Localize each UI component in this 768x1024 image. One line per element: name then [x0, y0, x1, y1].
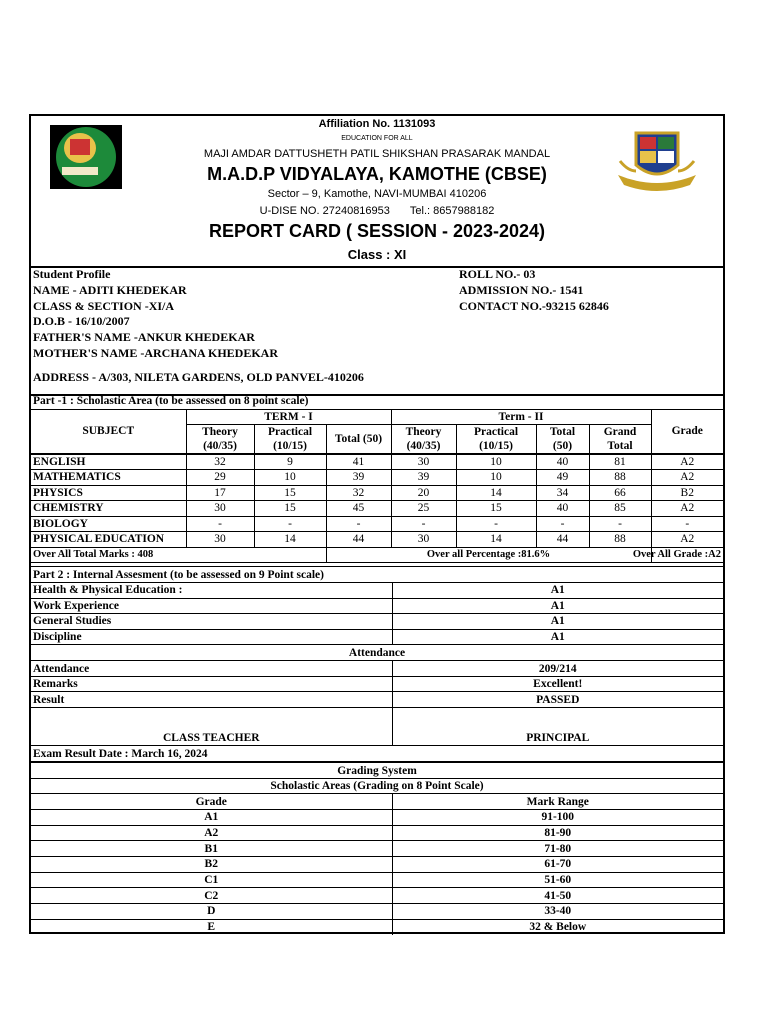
grade-column-header: Grade — [31, 794, 392, 810]
subject-row — [31, 501, 723, 517]
mark-cell: 15 — [254, 501, 326, 517]
admission-number: ADMISSION NO.- 1541 — [459, 283, 584, 297]
date-of-birth: D.O.B - 16/10/2007 — [33, 314, 130, 328]
grade-code: C2 — [31, 888, 392, 904]
subject-grade: - — [651, 516, 723, 532]
attendance-label: Attendance — [31, 661, 392, 677]
mark-range: 81-90 — [392, 825, 723, 841]
column-header: Theory (40/35) — [391, 424, 456, 454]
mark-range: 32 & Below — [392, 919, 723, 935]
attendance-value: 209/214 — [392, 661, 723, 677]
student-name: NAME - ADITI KHEDEKAR — [33, 283, 187, 297]
mark-cell: 45 — [326, 501, 391, 517]
school-name: M.A.D.P VIDYALAYA, KAMOTHE (CBSE) — [207, 164, 547, 184]
grade-row — [31, 872, 723, 888]
mark-cell: 14 — [456, 532, 536, 548]
mark-cell: 39 — [391, 470, 456, 486]
mark-cell: 39 — [326, 470, 391, 486]
column-header: Theory (40/35) — [186, 424, 254, 454]
grade-row — [31, 888, 723, 904]
grading-system-table — [31, 762, 723, 935]
mark-cell: 44 — [326, 532, 391, 548]
overall-grade — [632, 547, 723, 562]
part1-label: Part -1 : Scholastic Area (to be assessed on 8 point scale) — [31, 394, 723, 409]
mark-cell: 10 — [456, 454, 536, 470]
subject-grade: A2 — [651, 501, 723, 517]
mark-cell: 40 — [536, 501, 589, 517]
student-address: ADDRESS - A/303, NILETA GARDENS, OLD PANVEL-410206 — [33, 370, 364, 384]
mark-cell: 88 — [589, 470, 651, 486]
mark-cell: 15 — [456, 501, 536, 517]
activity-name: General Studies — [31, 614, 392, 630]
mark-cell: 49 — [536, 470, 589, 486]
contact-line — [31, 205, 723, 217]
grade-code: B1 — [31, 841, 392, 857]
mark-cell: 30 — [391, 454, 456, 470]
mark-cell: - — [456, 516, 536, 532]
grade-code: E — [31, 919, 392, 935]
attendance-heading: Attendance — [31, 645, 723, 661]
trust-name: MAJI AMDAR DATTUSHETH PATIL SHIKSHAN PRASARAK MANDAL — [203, 148, 551, 160]
grading-title: Grading System — [31, 763, 723, 779]
grade-code: A1 — [31, 810, 392, 826]
grade-row — [31, 841, 723, 857]
term1-header: TERM - I — [186, 409, 391, 424]
result-label: Result — [31, 692, 392, 708]
class-section: CLASS & SECTION -XI/A — [33, 299, 175, 313]
mark-cell: 29 — [186, 470, 254, 486]
mark-cell: - — [326, 516, 391, 532]
tagline: EDUCATION FOR ALL — [341, 135, 413, 142]
column-header: Practical (10/15) — [456, 424, 536, 454]
mark-range: 71-80 — [392, 841, 723, 857]
mark-range: 33-40 — [392, 904, 723, 920]
grade-code: B2 — [31, 857, 392, 873]
report-card — [29, 114, 725, 934]
mark-cell: 17 — [186, 485, 254, 501]
class-teacher-signature: CLASS TEACHER — [31, 708, 392, 746]
activity-grade: A1 — [392, 583, 723, 599]
report-title: REPORT CARD ( SESSION - 2023-2024) — [208, 221, 546, 241]
mark-cell: 34 — [536, 485, 589, 501]
scholastic-table — [31, 394, 723, 563]
mark-cell: - — [536, 516, 589, 532]
subject-name: PHYSICS — [31, 485, 186, 501]
mother-name: MOTHER'S NAME -ARCHANA KHEDEKAR — [33, 346, 279, 360]
activity-name: Work Experience — [31, 598, 392, 614]
telephone: Tel.: 8657988182 — [409, 205, 495, 217]
overall-grade-text: Over All Grade :A2 — [632, 548, 721, 560]
mark-cell: - — [391, 516, 456, 532]
activity-name: Health & Physical Education : — [31, 583, 392, 599]
grade-code: D — [31, 904, 392, 920]
mark-cell: 30 — [186, 532, 254, 548]
subject-grade: A2 — [651, 532, 723, 548]
column-header: Total (50) — [536, 424, 589, 454]
result-value: PASSED — [392, 692, 723, 708]
mark-cell: 10 — [254, 470, 326, 486]
mark-cell: 40 — [536, 454, 589, 470]
overall-percentage: Over all Percentage :81.6% — [326, 547, 651, 562]
grade-row — [31, 825, 723, 841]
grade-row — [31, 857, 723, 873]
subject-header: SUBJECT — [31, 409, 186, 454]
term2-header: Term - II — [391, 409, 651, 424]
remarks-label: Remarks — [31, 677, 392, 692]
mark-range: 91-100 — [392, 810, 723, 826]
internal-row — [31, 614, 723, 630]
father-name: FATHER'S NAME -ANKUR KHEDEKAR — [33, 330, 255, 344]
class-line: Class : XI — [347, 247, 407, 262]
remarks-value: Excellent! — [392, 677, 723, 692]
mark-cell: 32 — [186, 454, 254, 470]
subject-name: BIOLOGY — [31, 516, 186, 532]
subject-name: CHEMISTRY — [31, 501, 186, 517]
subject-row — [31, 485, 723, 501]
student-profile — [31, 266, 723, 396]
subject-row — [31, 516, 723, 532]
internal-row — [31, 629, 723, 645]
affiliation-number: Affiliation No. 1131093 — [318, 118, 436, 130]
principal-signature: PRINCIPAL — [392, 708, 723, 746]
mark-cell: 10 — [456, 470, 536, 486]
grade-row — [31, 904, 723, 920]
mark-cell: 15 — [254, 485, 326, 501]
overall-total-marks: Over All Total Marks : 408 — [31, 547, 326, 562]
activity-name: Discipline — [31, 629, 392, 645]
subject-row — [31, 532, 723, 548]
grading-subtitle: Scholastic Areas (Grading on 8 Point Scale) — [31, 779, 723, 794]
mark-cell: 41 — [326, 454, 391, 470]
grade-header: Grade — [651, 409, 723, 454]
subject-row — [31, 470, 723, 486]
subject-name: ENGLISH — [31, 454, 186, 470]
school-address: Sector – 9, Kamothe, NAVI-MUMBAI 410206 — [267, 188, 487, 200]
column-header: Practical (10/15) — [254, 424, 326, 454]
activity-grade: A1 — [392, 614, 723, 630]
mark-cell: 14 — [456, 485, 536, 501]
mark-cell: - — [589, 516, 651, 532]
mark-range: 51-60 — [392, 872, 723, 888]
mark-cell: 20 — [391, 485, 456, 501]
subject-grade: B2 — [651, 485, 723, 501]
profile-heading: Student Profile — [33, 267, 111, 281]
column-header: Total (50) — [326, 424, 391, 454]
grade-row — [31, 919, 723, 935]
grade-row — [31, 810, 723, 826]
grade-code: A2 — [31, 825, 392, 841]
mark-cell: 88 — [589, 532, 651, 548]
mark-cell: 66 — [589, 485, 651, 501]
mark-cell: 85 — [589, 501, 651, 517]
subject-row — [31, 454, 723, 470]
mark-cell: - — [186, 516, 254, 532]
internal-row — [31, 583, 723, 599]
internal-row — [31, 598, 723, 614]
mark-cell: 9 — [254, 454, 326, 470]
roll-number: ROLL NO.- 03 — [459, 267, 536, 281]
subject-grade: A2 — [651, 470, 723, 486]
mark-range-header: Mark Range — [392, 794, 723, 810]
mark-cell: 44 — [536, 532, 589, 548]
mark-range: 61-70 — [392, 857, 723, 873]
subject-name: MATHEMATICS — [31, 470, 186, 486]
mark-range: 41-50 — [392, 888, 723, 904]
mark-cell: 14 — [254, 532, 326, 548]
mark-cell: - — [254, 516, 326, 532]
mark-cell: 30 — [186, 501, 254, 517]
activity-grade: A1 — [392, 629, 723, 645]
activity-grade: A1 — [392, 598, 723, 614]
internal-assessment-table — [31, 566, 723, 762]
part2-label: Part 2 : Internal Assesment (to be assessed on 9 Point scale) — [31, 567, 723, 583]
mark-cell: 30 — [391, 532, 456, 548]
mark-cell: 32 — [326, 485, 391, 501]
column-header: Grand Total — [589, 424, 651, 454]
mark-cell: 81 — [589, 454, 651, 470]
mark-cell: 25 — [391, 501, 456, 517]
contact-number: CONTACT NO.-93215 62846 — [459, 299, 609, 313]
subject-name: PHYSICAL EDUCATION — [31, 532, 186, 548]
grade-code: C1 — [31, 872, 392, 888]
exam-result-date: Exam Result Date : March 16, 2024 — [31, 746, 723, 762]
subject-grade: A2 — [651, 454, 723, 470]
report-header — [31, 116, 723, 268]
udise-number: U-DISE NO. 27240816953 — [259, 205, 390, 217]
